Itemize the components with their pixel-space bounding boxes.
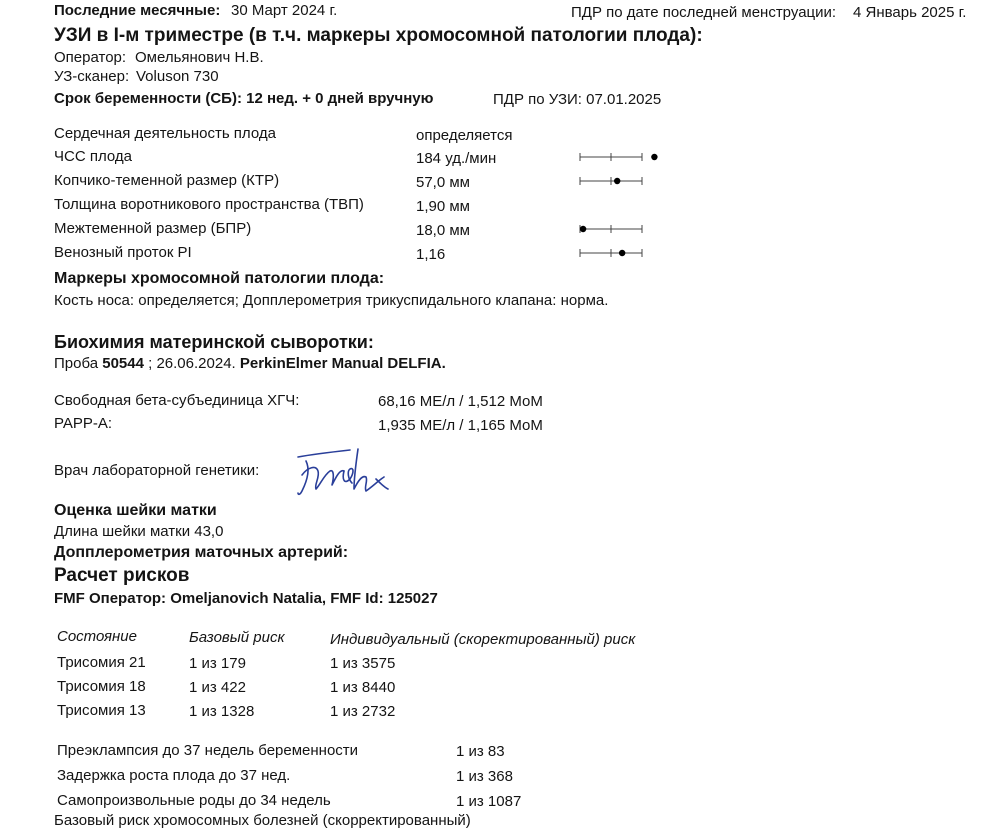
cervix-title: Оценка шейки матки	[54, 502, 217, 519]
sample-line	[54, 356, 446, 371]
trisomy-individual-risk: 1 из 2732	[330, 703, 396, 720]
trisomy-base-risk: 1 из 1328	[189, 703, 255, 720]
reference-range-scale	[576, 150, 666, 164]
lmp-label: Последние месячные:	[54, 2, 221, 19]
measurement-value: 1,16	[416, 246, 446, 263]
hcg-label: Свободная бета-субъединица ХГЧ:	[54, 392, 300, 409]
operator-label: Оператор:	[54, 49, 127, 66]
hcg-value: 68,16 МЕ/л / 1,512 МоМ	[378, 393, 543, 410]
risk-label: Преэклампсия до 37 недель беременности	[57, 742, 359, 759]
col-condition: Состояние	[57, 628, 137, 645]
measurement-marker	[614, 178, 620, 184]
trisomy-individual-risk: 1 из 3575	[330, 655, 396, 672]
trisomy-base-risk: 1 из 179	[189, 655, 246, 672]
trisomy-individual-risk: 1 из 8440	[330, 679, 396, 696]
chromosomal-markers-title: Маркеры хромосомной патологии плода:	[54, 270, 385, 287]
measurement-label: ЧСС плода	[54, 148, 132, 165]
reference-range-scale	[576, 174, 666, 188]
measurement-value: определяется	[416, 127, 513, 144]
ultrasound-title: УЗИ в I-м триместре (в т.ч. маркеры хромосомной патологии плода):	[54, 25, 703, 46]
measurement-label: Межтеменной размер (БПР)	[54, 220, 252, 237]
pappa-label: PAPP-A:	[54, 415, 113, 432]
col-base-risk: Базовый риск	[189, 629, 285, 646]
trisomy-base-risk: 1 из 422	[189, 679, 246, 696]
signature-image	[292, 445, 392, 500]
measurement-label: Венозный проток PI	[54, 244, 192, 261]
risk-label: Самопроизвольные роды до 34 недель	[57, 792, 331, 809]
reference-range-scale	[576, 222, 666, 236]
edd-lmp-label: ПДР по дате последней менструации:	[571, 4, 837, 21]
risk-value: 1 из 368	[456, 768, 513, 785]
risk-label: Задержка роста плода до 37 нед.	[57, 767, 291, 784]
sample-prefix: Проба	[54, 355, 99, 372]
biochemistry-title: Биохимия материнской сыворотки:	[54, 332, 374, 352]
fmf-operator: FMF Оператор: Omeljanovich Natalia, FMF Id: 125027	[54, 590, 438, 607]
measurement-label: Толщина воротникового пространства (ТВП)	[54, 196, 364, 213]
trisomy-name: Трисомия 18	[57, 678, 146, 695]
measurement-label: Сердечная деятельность плода	[54, 125, 276, 142]
risk-value: 1 из 83	[456, 743, 505, 760]
doppler-title: Допплерометрия маточных артерий:	[54, 544, 349, 561]
trisomy-name: Трисомия 21	[57, 654, 146, 671]
gestational-age: Срок беременности (СБ): 12 нед. + 0 дней вручную	[54, 90, 434, 107]
measurement-marker	[619, 250, 625, 256]
sample-rest: ; 26.06.2024.	[148, 355, 236, 372]
lab-system: PerkinElmer Manual DELFIA.	[239, 355, 446, 372]
lmp-value: 30 Март 2024 г.	[231, 2, 338, 19]
measurement-value: 18,0 мм	[416, 222, 470, 239]
measurement-value: 184 уд./мин	[416, 150, 497, 167]
cervix-length: Длина шейки матки 43,0	[54, 523, 224, 540]
measurement-value: 1,90 мм	[416, 198, 470, 215]
pappa-value: 1,935 МЕ/л / 1,165 МоМ	[378, 417, 543, 434]
col-individual-risk: Индивидуальный (скоректированный) риск	[330, 631, 636, 648]
reference-range-scale	[576, 246, 666, 260]
doctor-label: Врач лабораторной генетики:	[54, 462, 260, 479]
edd-lmp-value: 4 Январь 2025 г.	[853, 4, 967, 21]
measurement-marker	[580, 226, 586, 232]
edd-ultrasound: ПДР по УЗИ: 07.01.2025	[493, 91, 662, 108]
cut-off-line: Базовый риск хромосомных болезней (скорректированный)	[54, 812, 471, 829]
risk-title: Расчет рисков	[54, 565, 190, 586]
chromosomal-markers-text: Кость носа: определяется; Допплерометрия трикуспидального клапана: норма.	[54, 292, 609, 309]
measurement-marker	[651, 154, 657, 160]
scanner-label: УЗ-сканер:	[54, 68, 130, 85]
operator-value: Омельянович Н.В.	[135, 49, 264, 66]
measurement-value: 57,0 мм	[416, 174, 470, 191]
sample-number: 50544	[102, 355, 144, 372]
scanner-value: Voluson 730	[136, 68, 219, 85]
trisomy-name: Трисомия 13	[57, 702, 146, 719]
risk-value: 1 из 1087	[456, 793, 522, 810]
measurement-label: Копчико-теменной размер (КТР)	[54, 172, 280, 189]
